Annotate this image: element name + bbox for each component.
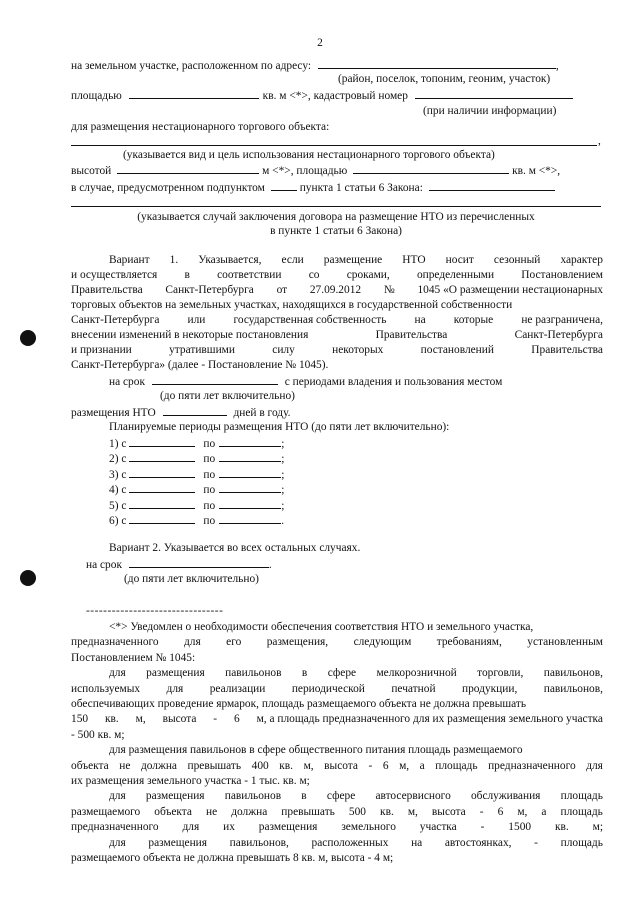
address-label: на земельном участке, расположенном по адресу: bbox=[71, 60, 312, 72]
text-run: которые bbox=[453, 314, 494, 326]
placement-label: размещения НТО bbox=[71, 407, 156, 419]
text-run: павильонов bbox=[225, 667, 282, 680]
text-run: 1500 bbox=[508, 821, 532, 834]
text-run: их bbox=[223, 821, 235, 834]
text-run: м, bbox=[135, 713, 146, 726]
text-run: их размещения земельного участка - 1 тыс. кв. м; bbox=[71, 775, 310, 787]
footnote-line bbox=[71, 682, 603, 696]
period-end-field[interactable] bbox=[219, 482, 281, 493]
text-run: некоторых bbox=[332, 344, 384, 356]
period-end-punct: ; bbox=[281, 484, 285, 497]
variant-1-term-rest: с периодами владения и пользования местом bbox=[284, 376, 503, 388]
footnote-line bbox=[71, 697, 526, 711]
variant-1-line bbox=[71, 298, 512, 312]
case-field[interactable] bbox=[429, 180, 555, 191]
text-run: павильонов, bbox=[229, 836, 289, 849]
footnote-line bbox=[71, 635, 603, 649]
text-run: Правительства bbox=[531, 344, 603, 356]
text-run: носит bbox=[445, 254, 474, 266]
text-run: 150 bbox=[71, 713, 89, 726]
text-run: характер bbox=[560, 254, 603, 266]
text-run: объекта bbox=[154, 805, 192, 818]
text-run: предназначенного bbox=[71, 636, 159, 649]
area-unit: кв. м <*>, кадастровый номер bbox=[262, 90, 408, 102]
text-run: высота bbox=[431, 805, 466, 818]
period-start-field[interactable] bbox=[129, 451, 195, 462]
text-run: площадь bbox=[560, 805, 603, 818]
text-run: земельного bbox=[341, 821, 396, 834]
variant-2-term-hint: (до пяти лет включительно) bbox=[124, 573, 259, 585]
text-run: мелкорозничной bbox=[376, 667, 457, 680]
footnote-line bbox=[109, 789, 603, 803]
period-row bbox=[109, 451, 284, 466]
periods-title: Планируемые периоды размещения НТО (до пяти лет включительно): bbox=[109, 421, 450, 433]
sq-unit: кв. м <*>, bbox=[512, 165, 561, 177]
period-start-field[interactable] bbox=[129, 513, 195, 524]
text-run: павильонов, bbox=[543, 682, 603, 695]
period-to-label: по bbox=[203, 468, 216, 481]
period-end-field[interactable] bbox=[219, 467, 281, 478]
text-run: не разграничена, bbox=[521, 314, 603, 326]
text-run: м; bbox=[592, 821, 603, 834]
text-run: - bbox=[213, 713, 218, 726]
text-run: для bbox=[109, 836, 126, 849]
text-run: а bbox=[419, 759, 425, 772]
text-run: м, а площадь предназначенного для их размещения земельного участка bbox=[256, 713, 603, 726]
variant-1-last-line: Санкт-Петербурга» (далее - Постановление № 1045). bbox=[71, 359, 329, 371]
text-run: участка bbox=[419, 821, 457, 834]
text-run: павильонов bbox=[224, 790, 282, 803]
footnote-separator: -------------------------------- bbox=[86, 605, 224, 617]
case-rest: пункта 1 статьи 6 Закона: bbox=[299, 182, 423, 194]
text-run: не bbox=[206, 805, 218, 818]
placement-days-field[interactable] bbox=[163, 405, 227, 416]
period-end-punct: . bbox=[281, 515, 285, 527]
period-end-field[interactable] bbox=[219, 498, 281, 509]
text-run: и признании bbox=[71, 344, 132, 356]
text-run: для размещения павильонов в сфере общественного питания площадь размещаемого bbox=[109, 744, 523, 757]
period-number: 1) с bbox=[109, 438, 127, 450]
period-end-field[interactable] bbox=[219, 451, 281, 462]
text-run: торговли, bbox=[477, 667, 524, 680]
period-number: 5) с bbox=[109, 499, 127, 512]
text-run: должна bbox=[140, 759, 177, 772]
footnote-line bbox=[71, 805, 603, 819]
text-run: в bbox=[184, 269, 190, 281]
text-run: - bbox=[534, 836, 538, 849]
text-run: периодической bbox=[291, 682, 365, 695]
period-end-punct: ; bbox=[281, 438, 285, 450]
text-run: для bbox=[586, 759, 603, 772]
text-run: № bbox=[383, 284, 395, 296]
text-run: требованиям, bbox=[436, 636, 502, 649]
period-to-label: по bbox=[203, 515, 216, 527]
text-run: соответствии bbox=[217, 269, 282, 281]
period-end-field[interactable] bbox=[219, 513, 281, 524]
variant-1-line bbox=[71, 313, 603, 327]
text-run: 500 bbox=[348, 805, 366, 818]
text-run: его bbox=[226, 636, 242, 649]
text-run: Постановлением № 1045: bbox=[71, 651, 196, 664]
purpose-hint: (указывается вид и цель использования нестационарного торгового объекта) bbox=[123, 149, 495, 161]
text-run: а bbox=[541, 805, 547, 818]
case-field-line-2[interactable] bbox=[71, 206, 601, 207]
text-run: сезонный bbox=[493, 254, 541, 266]
text-run: Указывается, bbox=[198, 254, 262, 266]
text-run: для bbox=[166, 682, 184, 695]
period-to-label: по bbox=[203, 453, 216, 466]
variant-1-line bbox=[109, 253, 603, 267]
case-label: в случае, предусмотренном подпунктом bbox=[71, 182, 265, 194]
purpose-field[interactable] bbox=[71, 145, 597, 146]
period-start-field[interactable] bbox=[129, 436, 195, 447]
case-hint-2: в пункте 1 статьи 6 Закона) bbox=[270, 225, 402, 237]
address-hint: (район, поселок, топоним, геоним, участок) bbox=[338, 73, 551, 85]
text-run: Санкт-Петербурга bbox=[514, 329, 603, 341]
text-run: внесении изменений в некоторые постановления bbox=[71, 329, 309, 341]
text-run: автосервисного bbox=[375, 790, 451, 803]
text-run: Вариант bbox=[109, 254, 150, 266]
variant-2-term-end: . bbox=[268, 559, 272, 571]
height-label: высотой bbox=[71, 165, 112, 177]
variant-1-line bbox=[71, 283, 603, 297]
text-run: сфере bbox=[326, 790, 356, 803]
text-run: в bbox=[301, 790, 307, 803]
variant-2-term-field[interactable] bbox=[129, 557, 269, 568]
text-run: для bbox=[109, 790, 126, 803]
text-run: реализации bbox=[209, 682, 266, 695]
period-to-label: по bbox=[203, 499, 216, 512]
text-run: кв. bbox=[554, 821, 569, 834]
variant-1-line bbox=[71, 328, 603, 342]
text-run: превышать bbox=[281, 805, 335, 818]
text-run: на bbox=[411, 836, 423, 849]
text-run: используемых bbox=[71, 682, 141, 695]
text-run: - 500 кв. м; bbox=[71, 728, 125, 741]
text-run: кв. bbox=[279, 759, 294, 772]
text-run: <*> Уведомлен о необходимости обеспечения соответствия НТО и земельного участка, bbox=[109, 621, 534, 633]
variant-1-term-label: на срок bbox=[109, 376, 145, 388]
text-run: 1045 «О размещении нестационарных bbox=[417, 284, 603, 296]
variant-2-term-label: на срок bbox=[86, 559, 122, 571]
period-start-field[interactable] bbox=[129, 482, 195, 493]
address-field[interactable] bbox=[318, 58, 556, 69]
period-number: 3) с bbox=[109, 468, 127, 481]
text-run: Санкт-Петербурга bbox=[165, 284, 254, 296]
footnote-line bbox=[109, 620, 533, 634]
text-run: размещения, bbox=[266, 636, 329, 649]
period-number: 6) с bbox=[109, 515, 127, 527]
placement-rest: дней в году. bbox=[233, 407, 291, 419]
text-run: размещение bbox=[323, 254, 383, 266]
period-row bbox=[109, 482, 284, 497]
footnote-line bbox=[71, 851, 393, 865]
text-run: печатной bbox=[391, 682, 436, 695]
text-run: м, bbox=[303, 759, 314, 772]
period-row bbox=[109, 513, 284, 528]
period-row bbox=[109, 436, 284, 451]
text-run: предназначенного bbox=[71, 821, 159, 834]
variant-2-title: Вариант 2. Указывается во всех остальных случаях. bbox=[109, 542, 361, 554]
text-run: размещения bbox=[258, 821, 318, 834]
area-field[interactable] bbox=[129, 88, 259, 99]
text-run: Санкт-Петербурга bbox=[71, 314, 160, 326]
text-run: 400 bbox=[251, 759, 269, 772]
cadastral-number-field[interactable] bbox=[415, 88, 573, 99]
text-run: и осуществляется bbox=[71, 269, 158, 281]
area-label: площадью bbox=[71, 90, 122, 102]
text-run: для bbox=[182, 821, 200, 834]
text-run: размещения bbox=[145, 790, 205, 803]
text-run: - bbox=[480, 821, 485, 834]
text-run: м, bbox=[399, 759, 410, 772]
text-run: НТО bbox=[402, 254, 426, 266]
subclause-field[interactable] bbox=[271, 180, 297, 191]
text-run: со bbox=[308, 269, 320, 281]
footnote-line bbox=[109, 666, 603, 680]
footnote-line bbox=[71, 820, 603, 834]
height-unit: м <*>, площадью bbox=[262, 165, 348, 177]
text-run: расположенных bbox=[311, 836, 389, 849]
text-run: в bbox=[301, 667, 308, 680]
text-run: от bbox=[276, 284, 288, 296]
footnote-line bbox=[109, 743, 523, 757]
height-field[interactable] bbox=[117, 163, 259, 174]
text-run: - bbox=[479, 805, 484, 818]
variant-1-line bbox=[71, 343, 603, 357]
footnote-line bbox=[71, 651, 195, 665]
page-number: 2 bbox=[317, 37, 323, 49]
text-run: площадь bbox=[560, 836, 603, 849]
text-run: превышать bbox=[187, 759, 242, 772]
text-run: площадь bbox=[435, 759, 478, 772]
text-run: продукции, bbox=[462, 682, 518, 695]
text-run: для bbox=[184, 636, 201, 649]
text-run: следующим bbox=[353, 636, 412, 649]
text-run: силу bbox=[272, 344, 295, 356]
text-run: м, bbox=[517, 805, 528, 818]
text-run: павильонов, bbox=[543, 667, 603, 680]
text-run: кв. bbox=[104, 713, 119, 726]
cadastral-hint: (при наличии информации) bbox=[423, 105, 557, 117]
text-run: обслуживания bbox=[470, 790, 541, 803]
text-run: размещаемого bbox=[71, 805, 141, 818]
text-run: не bbox=[119, 759, 131, 772]
text-run: если bbox=[281, 254, 304, 266]
period-row bbox=[109, 467, 284, 482]
text-run: 6 bbox=[497, 805, 504, 818]
text-run: кв. bbox=[380, 805, 394, 818]
text-run: объекта bbox=[71, 759, 109, 772]
text-run: 6 bbox=[382, 759, 389, 772]
period-row bbox=[109, 498, 284, 513]
footnote-line bbox=[71, 759, 603, 773]
period-end-punct: ; bbox=[281, 468, 285, 481]
period-number: 4) с bbox=[109, 484, 127, 497]
period-end-punct: ; bbox=[281, 499, 285, 512]
text-run: сфере bbox=[327, 667, 357, 680]
text-run: 27.09.2012 bbox=[309, 284, 362, 296]
text-run: государственная собственность bbox=[233, 314, 387, 326]
period-end-field[interactable] bbox=[219, 436, 281, 447]
text-run: сроками, bbox=[346, 269, 390, 281]
text-run: размещаемого объекта не должна превышать 8 кв. м, высота - 4 м; bbox=[71, 852, 394, 864]
text-run: Правительства bbox=[71, 284, 143, 296]
text-run: 6 bbox=[233, 713, 240, 726]
text-run: Постановлением bbox=[521, 269, 603, 281]
text-run: или bbox=[187, 314, 206, 326]
footnote-line bbox=[71, 712, 603, 726]
period-to-label: по bbox=[203, 438, 216, 450]
period-start-field[interactable] bbox=[129, 498, 195, 509]
variant-1-line bbox=[71, 268, 603, 282]
punch-hole-upper bbox=[20, 330, 36, 346]
text-run: Правительства bbox=[375, 329, 448, 341]
period-start-field[interactable] bbox=[129, 467, 195, 478]
text-run: предназначенного bbox=[488, 759, 576, 772]
text-run: высота bbox=[324, 759, 358, 772]
period-number: 2) с bbox=[109, 453, 127, 466]
text-run: установленным bbox=[527, 636, 603, 649]
punch-hole-lower bbox=[20, 570, 36, 586]
footnote-line bbox=[71, 728, 125, 742]
text-run: автостоянках, bbox=[444, 836, 512, 849]
text-run: 1. bbox=[169, 254, 179, 266]
text-run: утратившими bbox=[169, 344, 235, 356]
text-run: для bbox=[109, 667, 126, 680]
text-run: должна bbox=[231, 805, 268, 818]
purpose-label: для размещения нестационарного торгового объекта: bbox=[71, 121, 330, 133]
text-run: высота bbox=[162, 713, 197, 726]
period-to-label: по bbox=[203, 484, 216, 497]
text-run: постановлений bbox=[420, 344, 494, 356]
footnote-line bbox=[71, 774, 310, 788]
variant-1-term-field[interactable] bbox=[152, 374, 278, 385]
text-run: размещения bbox=[146, 667, 205, 680]
sq-area-field[interactable] bbox=[353, 163, 509, 174]
text-run: определенными bbox=[416, 269, 495, 281]
case-hint-1: (указывается случай заключения договора на размещение НТО из перечисленных bbox=[137, 211, 535, 223]
text-run: размещения bbox=[148, 836, 208, 849]
text-run: обеспечивающих проведение ярмарок, площадь размещаемого объекта не должна превышать bbox=[71, 698, 527, 710]
text-run: - bbox=[368, 759, 373, 772]
text-run: на bbox=[414, 314, 426, 326]
text-run: м, bbox=[407, 805, 418, 818]
period-end-punct: ; bbox=[281, 453, 285, 466]
footnote-line bbox=[109, 836, 603, 850]
text-run: торговых объектов на земельных участках, находящихся в государственной собственности bbox=[71, 299, 513, 311]
variant-1-term-hint: (до пяти лет включительно) bbox=[160, 390, 295, 402]
text-run: площадь bbox=[560, 790, 603, 803]
